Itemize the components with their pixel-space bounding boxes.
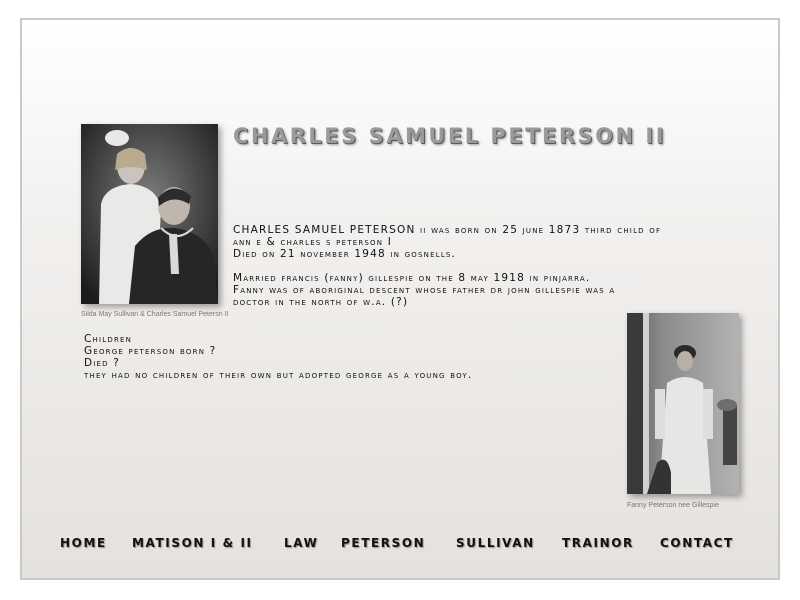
- children-line: Died ?: [84, 357, 121, 369]
- bio-line: doctor in the north of w.a. (?): [233, 296, 409, 308]
- nav-peterson-link[interactable]: PETERSON: [341, 536, 426, 550]
- nav-trainor-link[interactable]: TRAINOR: [562, 536, 634, 550]
- biography: [233, 224, 733, 320]
- couple-photo-caption: Silda May Sullivan & Charles Samuel Petersn II: [81, 311, 229, 318]
- children-line: George peterson born ?: [84, 345, 217, 357]
- nav-matison-link[interactable]: MATISON I & II: [132, 536, 253, 550]
- nav-contact-link[interactable]: CONTACT: [660, 536, 734, 550]
- bio-line: Fanny was of aboriginal descent whose father dr john gillespie was a: [233, 284, 616, 296]
- nav-law-link[interactable]: LAW: [284, 536, 319, 550]
- nav-home-link[interactable]: HOME: [60, 536, 107, 550]
- bio-line: CHARLES SAMUEL PETERSON ii was born on 25 june 1873 third child of: [233, 224, 662, 236]
- children-heading: Children: [84, 333, 133, 345]
- bio-line: ann e & charles s peterson I: [233, 236, 393, 248]
- bio-line: Married francis (fanny) gillespie on the 8 may 1918 in pinjarra.: [233, 272, 591, 284]
- nav-sullivan-link[interactable]: SULLIVAN: [456, 536, 535, 550]
- children-section: [84, 333, 604, 381]
- fanny-photo: [627, 313, 739, 494]
- main-nav: [60, 536, 750, 556]
- bio-paragraph-1: [233, 224, 733, 260]
- fanny-photo-caption: Fanny Peterson nee Gillespie: [627, 502, 719, 509]
- couple-photo: [81, 124, 218, 304]
- bio-paragraph-2: [233, 272, 733, 308]
- children-line: they had no children of their own but adopted george as a young boy.: [84, 369, 473, 381]
- bio-line: Died on 21 november 1948 in gosnells.: [233, 248, 457, 260]
- page-title: CHARLES SAMUEL PETERSON II: [233, 124, 667, 148]
